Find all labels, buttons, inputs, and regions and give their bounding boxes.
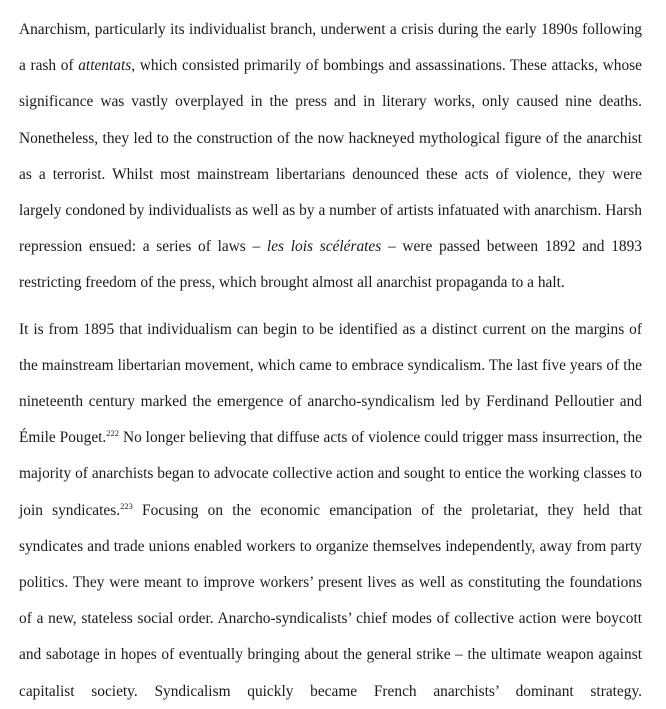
paragraph-1-text-1: Anarchism, particularly its individualist branch, underwent a crisis during the early 1890s following a rash of	[19, 21, 642, 75]
footnote-ref-222[interactable]: 222	[106, 428, 120, 439]
paragraph-2-text-2: No longer believing that diffuse acts of violence could trigger mass insurrection, the majority of anarchists began to advocate collective action and sought to entice the working classes to join syndicates.	[19, 429, 642, 519]
paragraph-1-text-2: , which consisted primarily of bombings and assassinations. These attacks, whose significance was vastly overplayed in the press and in literary works, only caused nine deaths. Nonetheless, they led to the construction of the now hackneyed mythological figure of the anarchist as a terrorist. Whilst most mainstream libertarians denounced these acts of violence, they were largely condoned by individualists as well as by a number of artists infatuated with anarchism. Harsh repression ensued: a series of laws –	[19, 57, 642, 256]
paragraph-2	[19, 312, 642, 709]
paragraph-2-text-1: It is from 1895 that individualism can begin to be identified as a distinct current on the margins of the mainstream libertarian movement, which came to embrace syndicalism. The last five years of the nineteenth century marked the emergence of anarcho-syndicalism led by Ferdinand Pelloutier and Émile Pouget.	[19, 320, 642, 447]
italic-term-lois-scelerates: les lois scélérates	[266, 238, 382, 256]
paragraph-1	[19, 12, 642, 302]
paragraph-1-text-3: – were passed between 1892 and 1893 restricting freedom of the press, which brought almost all anarchist propaganda to a halt.	[19, 238, 642, 292]
footnote-ref-223[interactable]: 223	[120, 500, 133, 511]
paragraph-2-text-3: Focusing on the economic emancipation of the proletariat, they held that syndicates and trade unions enabled workers to organize themselves independently, away from party politics. They were meant to improve workers’ present lives as well as constituting the foundations of a new, stateless social order. Anarcho-syndicalists’ chief modes of collective action were boycott and sabotage in hopes of eventually bringing about the general strike – the ultimate weapon against capitalist society. Syndicalism quickly became French anarchists’ dominant strategy.	[19, 501, 642, 700]
italic-term-attentats: attentats	[78, 57, 132, 75]
